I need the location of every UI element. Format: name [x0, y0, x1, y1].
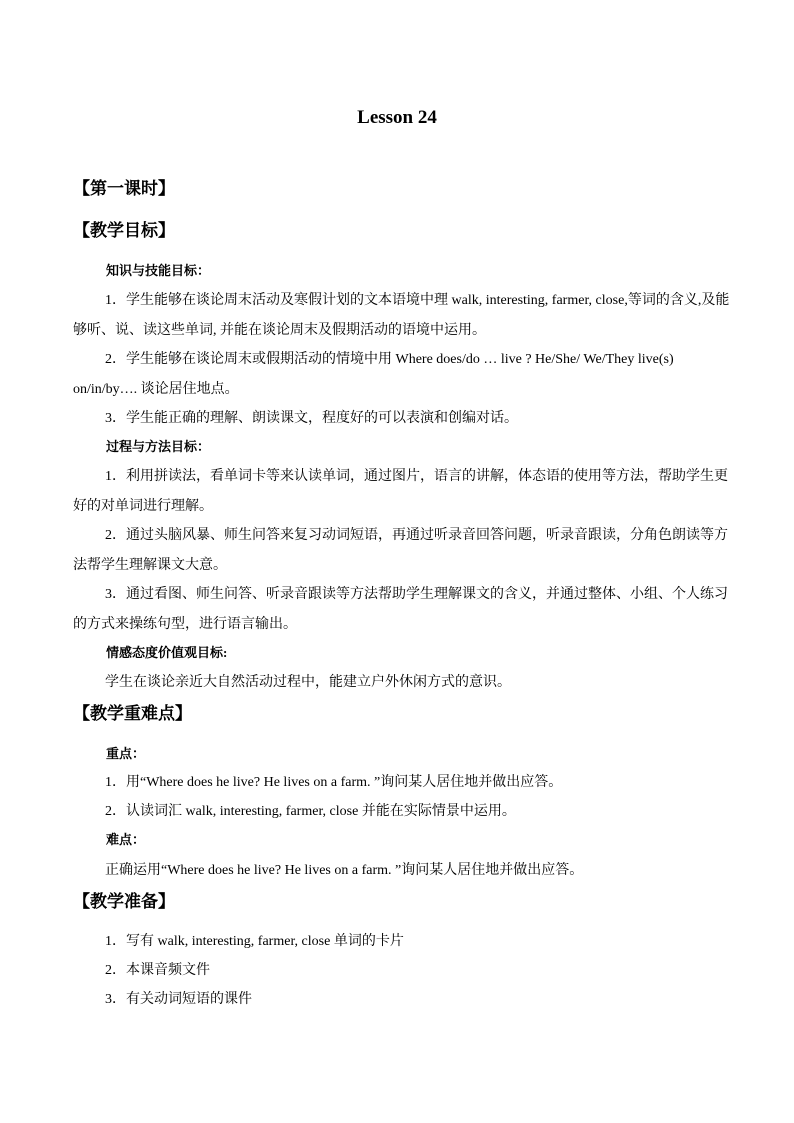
process-item-1: 1．利用拼读法，看单词卡等来认读单词，通过图片，语言的讲解，体态语的使用等方法，帮助学生更好的对单词进行理解。 — [73, 469, 728, 514]
process-label: 过程与方法目标： — [106, 439, 211, 454]
knowledge-item-2: 2．学生能够在谈论周末或假期活动的情境中用 Where does/do … live ? He/She/ We/They live(s) on/in/by…. 谈论居住地点。 — [73, 352, 674, 397]
knowledge-item-1: 1．学生能够在谈论周末活动及寒假计划的文本语境中理 walk, interesting, farmer, close,等词的含义,及能够听、说、读这些单词, 并能在谈论周末及假期活动的语境中运用。 — [73, 293, 730, 338]
emotion-label: 情感态度价值观目标: — [106, 645, 228, 660]
period-heading: 【第一课时】 — [73, 179, 175, 198]
preparation-item-2: 2．本课音频文件 — [105, 963, 210, 978]
preparation-item-3: 3．有关动词短语的课件 — [105, 992, 252, 1007]
focus-item-1: 1．用“Where does he live? He lives on a farm. ”询问某人居住地并做出应答。 — [105, 775, 563, 790]
focus-label: 重点： — [106, 746, 146, 761]
knowledge-label: 知识与技能目标： — [106, 263, 211, 278]
focus-item-2: 2．认读词汇 walk, interesting, farmer, close 并能在实际情景中运用。 — [105, 804, 516, 819]
preparation-heading: 【教学准备】 — [73, 892, 175, 911]
lesson-title: Lesson 24 — [357, 107, 437, 128]
emotion-text: 学生在谈论亲近大自然活动过程中，能建立户外休闲方式的意识。 — [105, 675, 511, 690]
difficulty-label: 难点： — [106, 832, 146, 847]
objectives-heading: 【教学目标】 — [73, 221, 175, 240]
knowledge-item-3: 3．学生能正确的理解、朗读课文，程度好的可以表演和创编对话。 — [105, 411, 518, 426]
difficulty-text: 正确运用“Where does he live? He lives on a farm. ”询问某人居住地并做出应答。 — [105, 863, 584, 878]
preparation-item-1: 1．写有 walk, interesting, farmer, close 单词的卡片 — [105, 934, 404, 949]
process-item-3: 3．通过看图、师生问答、听录音跟读等方法帮助学生理解课文的含义，并通过整体、小组、个人练习的方式来操练句型，进行语言输出。 — [73, 587, 728, 632]
key-points-heading: 【教学重难点】 — [73, 704, 192, 723]
process-item-2: 2．通过头脑风暴、师生问答来复习动词短语，再通过听录音回答问题，听录音跟读，分角色朗读等方法帮学生理解课文大意。 — [73, 528, 728, 573]
